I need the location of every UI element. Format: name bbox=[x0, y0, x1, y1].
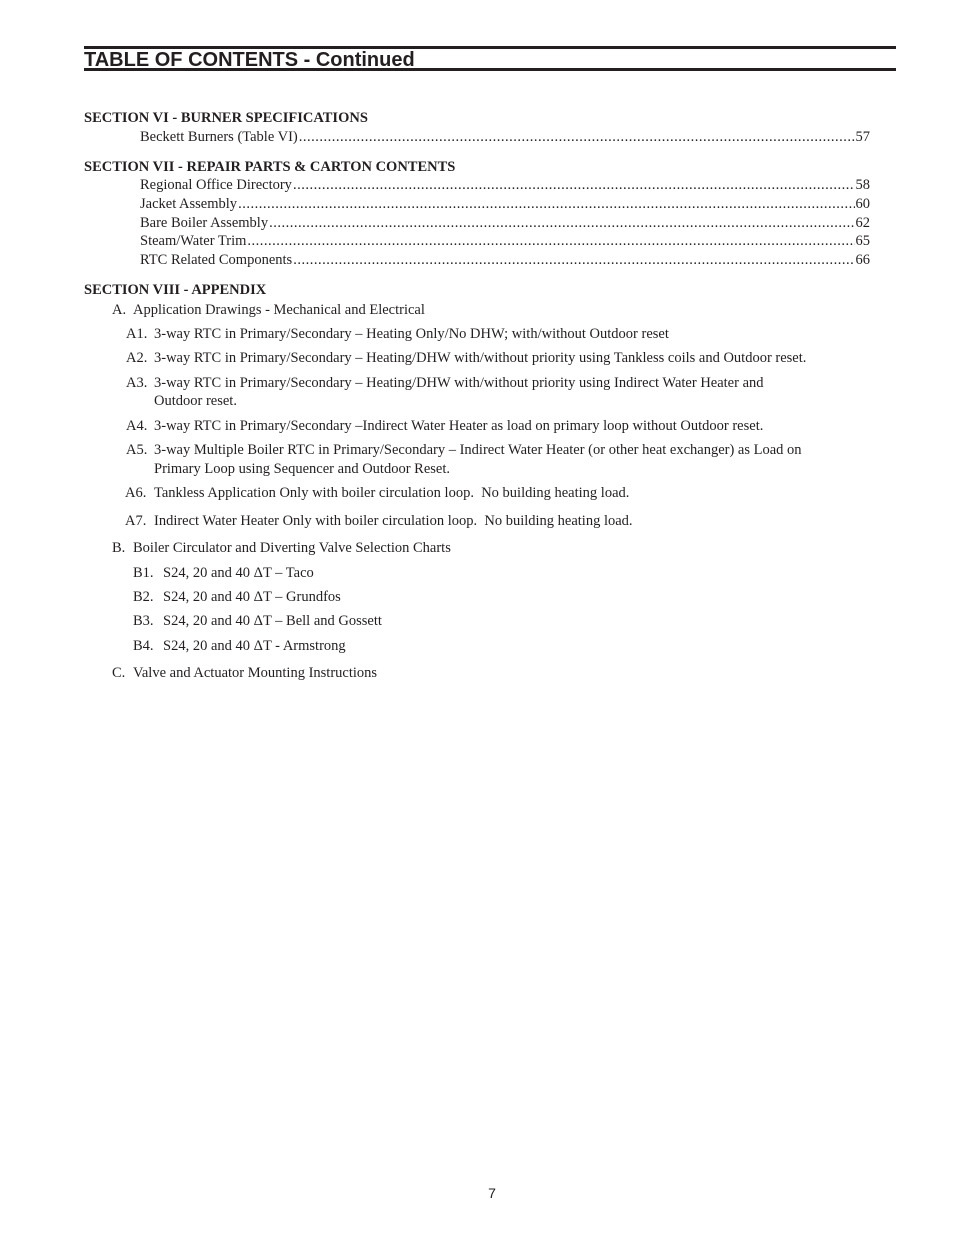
item-text: S24, 20 and 40 ΔT – Bell and Gossett bbox=[163, 613, 382, 629]
appendix-item-b4[interactable] bbox=[133, 637, 833, 656]
toc-entry-label: Beckett Burners (Table VI) bbox=[140, 129, 298, 145]
toc-entry[interactable] bbox=[140, 215, 870, 232]
item-label: B2. bbox=[133, 589, 154, 605]
item-text: Valve and Actuator Mounting Instructions bbox=[133, 665, 378, 681]
page-title: TABLE OF CONTENTS - Continued bbox=[84, 49, 415, 71]
page-header-rule bbox=[84, 46, 896, 71]
appendix-item-a6[interactable] bbox=[125, 484, 875, 503]
item-text: 3-way RTC in Primary/Secondary – Heating Only/No DHW; with/without Outdoor reset bbox=[154, 326, 669, 342]
item-label: A1. bbox=[126, 326, 148, 342]
toc-entry-label: Bare Boiler Assembly bbox=[140, 215, 269, 231]
item-label: A6. bbox=[125, 485, 147, 501]
item-text: S24, 20 and 40 ΔT – Taco bbox=[163, 565, 314, 581]
appendix-item-a3[interactable] bbox=[126, 374, 876, 412]
toc-entry-label: Regional Office Directory bbox=[140, 177, 292, 193]
toc-entry-label: Steam/Water Trim bbox=[140, 233, 247, 249]
appendix-item-a5[interactable] bbox=[126, 441, 876, 479]
item-label: A. bbox=[112, 302, 127, 318]
toc-entry-page: 65 bbox=[855, 233, 870, 249]
item-text: 3-way RTC in Primary/Secondary – Heating/DHW with/without priority using Tankless coils and Outdoor reset. bbox=[154, 350, 807, 366]
toc-entry-page: 62 bbox=[855, 215, 870, 231]
dot-leader bbox=[293, 252, 854, 269]
page-number: 7 bbox=[488, 1185, 496, 1201]
item-label: C. bbox=[112, 665, 126, 681]
item-text: Application Drawings - Mechanical and Electrical bbox=[133, 302, 425, 318]
toc-entry[interactable] bbox=[140, 129, 870, 146]
dot-leader bbox=[293, 177, 855, 194]
item-label: B. bbox=[112, 540, 126, 556]
item-text: S24, 20 and 40 ΔT – Grundfos bbox=[163, 589, 341, 605]
appendix-item-c[interactable] bbox=[112, 664, 872, 683]
dot-leader bbox=[247, 233, 854, 250]
item-text-line1: 3-way Multiple Boiler RTC in Primary/Secondary – Indirect Water Heater (or other heat exchanger) as Load on bbox=[154, 442, 802, 458]
appendix-item-b2[interactable] bbox=[133, 588, 833, 607]
item-label: A3. bbox=[126, 375, 148, 391]
dot-leader bbox=[299, 129, 855, 146]
appendix-item-b3[interactable] bbox=[133, 612, 833, 631]
appendix-item-a4[interactable] bbox=[126, 417, 876, 436]
dot-leader bbox=[238, 196, 854, 213]
toc-entry-page: 66 bbox=[855, 252, 870, 268]
item-label: A5. bbox=[126, 442, 148, 458]
toc-entry[interactable] bbox=[140, 233, 870, 250]
section-vi-heading: SECTION VI - BURNER SPECIFICATIONS bbox=[84, 110, 368, 126]
toc-entry-label: Jacket Assembly bbox=[140, 196, 238, 212]
item-text-line1: 3-way RTC in Primary/Secondary – Heating/DHW with/without priority using Indirect Water Heater and bbox=[154, 375, 764, 391]
item-label: A2. bbox=[126, 350, 148, 366]
item-label: B1. bbox=[133, 565, 154, 581]
item-label: B3. bbox=[133, 613, 154, 629]
item-text: S24, 20 and 40 ΔT - Armstrong bbox=[163, 638, 346, 654]
toc-entry-page: 60 bbox=[855, 196, 870, 212]
item-text-line2: Outdoor reset. bbox=[154, 393, 237, 409]
toc-entry-page: 57 bbox=[855, 129, 870, 145]
appendix-item-a7[interactable] bbox=[125, 512, 875, 531]
appendix-item-a[interactable] bbox=[112, 301, 872, 320]
toc-entry[interactable] bbox=[140, 252, 870, 269]
section-viii-heading: SECTION VIII - APPENDIX bbox=[84, 282, 267, 298]
item-label: B4. bbox=[133, 638, 154, 654]
appendix-item-b[interactable] bbox=[112, 539, 872, 558]
item-label: A4. bbox=[126, 418, 148, 434]
toc-entry-label: RTC Related Components bbox=[140, 252, 293, 268]
item-text: 3-way RTC in Primary/Secondary –Indirect Water Heater as load on primary loop without Outdoor reset. bbox=[154, 418, 764, 434]
appendix-item-a1[interactable] bbox=[126, 325, 876, 344]
section-vii-heading: SECTION VII - REPAIR PARTS & CARTON CONTENTS bbox=[84, 159, 456, 175]
item-text: Boiler Circulator and Diverting Valve Selection Charts bbox=[133, 540, 451, 556]
appendix-item-b1[interactable] bbox=[133, 564, 833, 583]
toc-entry[interactable] bbox=[140, 196, 870, 213]
item-label: A7. bbox=[125, 513, 147, 529]
appendix-item-a2[interactable] bbox=[126, 349, 876, 368]
item-text: Indirect Water Heater Only with boiler circulation loop. No building heating load. bbox=[154, 513, 633, 529]
dot-leader bbox=[269, 215, 854, 232]
item-text: Tankless Application Only with boiler circulation loop. No building heating load. bbox=[154, 485, 630, 501]
toc-entry-page: 58 bbox=[855, 177, 870, 193]
item-text-line2: Primary Loop using Sequencer and Outdoor Reset. bbox=[154, 461, 450, 477]
toc-entry[interactable] bbox=[140, 177, 870, 194]
